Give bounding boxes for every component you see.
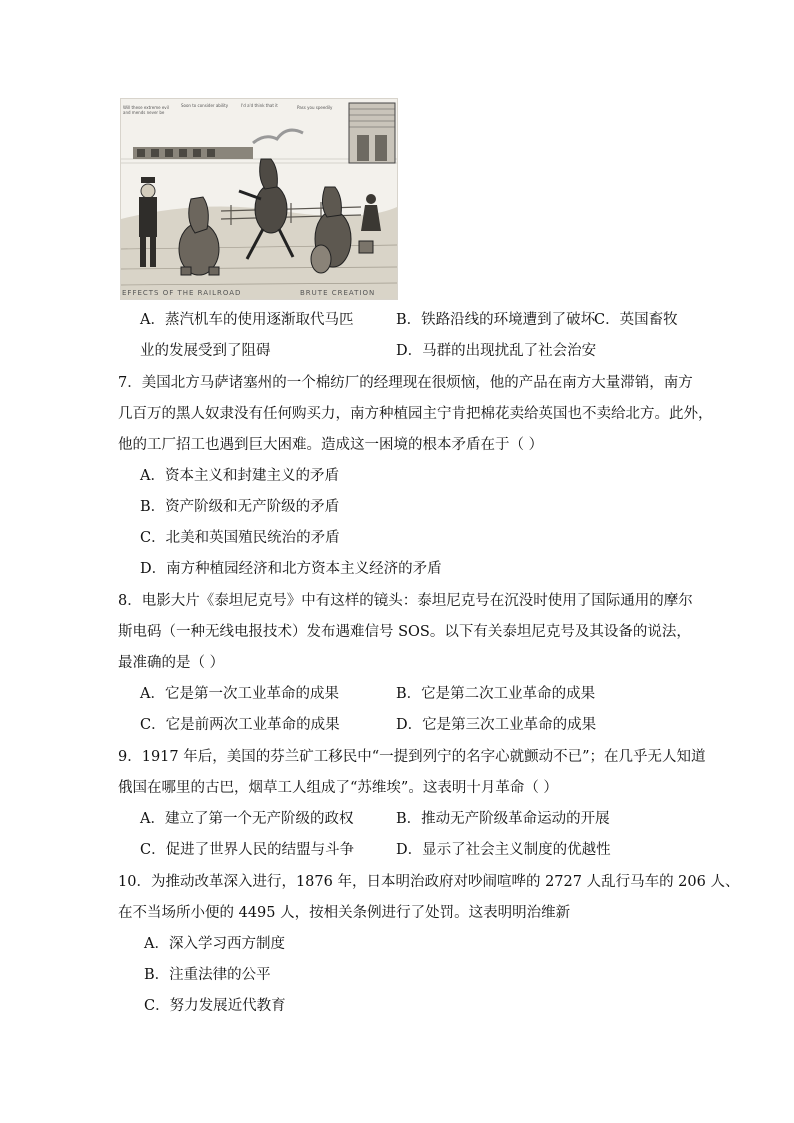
q6-option-d: D．马群的出现扰乱了社会治安 [396,343,597,359]
q7-stem-line-3: 他的工厂招工也遇到巨大困难。造成这一困境的根本矛盾在于（ ） [118,437,544,453]
q10-stem-line-2: 在不当场所小便的 4495 人，按相关条例进行了处罚。这表明明治维新 [118,905,571,921]
q7-option-c: C．北美和英国殖民统治的矛盾 [140,530,340,546]
svg-text:Pass you speedily: Pass you speedily [297,105,333,110]
q8-option-c: C．它是前两次工业革命的成果 [140,717,340,733]
q8-stem-line-2: 斯电码（一种无线电报技术）发布遇难信号 SOS。以下有关泰坦尼克号及其设备的说法， [118,624,691,640]
q9-option-c: C．促进了世界人民的结盟与斗争 [140,842,355,858]
q8-option-d: D．它是第三次工业革命的成果 [396,717,597,733]
q6-option-c-end: 业的发展受到了阻碍 [140,343,271,359]
svg-text:and mends never be: and mends never be [123,110,165,115]
q10-option-c: C．努力发展近代教育 [144,998,286,1014]
q9-option-b: B．推动无产阶级革命运动的开展 [396,811,610,827]
q8-stem-line-1: 8．电影大片《泰坦尼克号》中有这样的镜头：泰坦尼克号在沉没时使用了国际通用的摩尔 [118,593,693,609]
q9-option-d: D．显示了社会主义制度的优越性 [396,842,611,858]
q7-stem-line-1: 7．美国北方马萨诸塞州的一个棉纺厂的经理现在很烦恼，他的产品在南方大量滞销，南方 [118,375,693,391]
svg-text:Soon to consider ability: Soon to consider ability [181,103,229,108]
q8-option-a: A．它是第一次工业革命的成果 [140,686,339,702]
q7-option-a: A．资本主义和封建主义的矛盾 [140,468,339,484]
q8-option-b: B．它是第二次工业革命的成果 [396,686,596,702]
q6-option-b: B．铁路沿线的环境遭到了破坏 [396,312,596,328]
q9-stem-line-2: 俄国在哪里的古巴，烟草工人组成了“苏维埃”。这表明十月革命（ ） [118,780,558,796]
q7-option-b: B．资产阶级和无产阶级的矛盾 [140,499,340,515]
railroad-cartoon-image [120,98,398,300]
q7-option-d: D．南方种植园经济和北方资本主义经济的矛盾 [140,561,442,577]
q10-option-a: A．深入学习西方制度 [144,936,285,952]
cartoon-caption-left: EFFECTS OF THE RAILROAD [122,289,242,297]
q10-option-b: B．注重法律的公平 [144,967,271,983]
q8-stem-line-3: 最准确的是（ ） [118,655,225,671]
svg-text:Will these extreme evil: Will these extreme evil [123,105,169,110]
q6-option-a: A．蒸汽机车的使用逐渐取代马匹 [140,312,354,328]
q9-option-a: A．建立了第一个无产阶级的政权 [140,811,354,827]
svg-text:I'd a'd think that it: I'd a'd think that it [241,103,278,108]
q6-option-c-start: C．英国畜牧 [594,312,678,328]
q7-stem-line-2: 几百万的黑人奴隶没有任何购买力，南方种植园主宁肯把棉花卖给英国也不卖给北方。此外， [118,406,713,422]
cartoon-caption-right: BRUTE CREATION [300,289,376,297]
q10-stem-line-1: 10．为推动改革深入进行，1876 年，日本明治政府对吵闹喧哗的 2727 人乱行马车的 206 人、 [118,874,740,890]
q9-stem-line-1: 9．1917 年后，美国的芬兰矿工移民中“一提到列宁的名字心就颤动不已”；在几乎无人知道 [118,749,706,765]
